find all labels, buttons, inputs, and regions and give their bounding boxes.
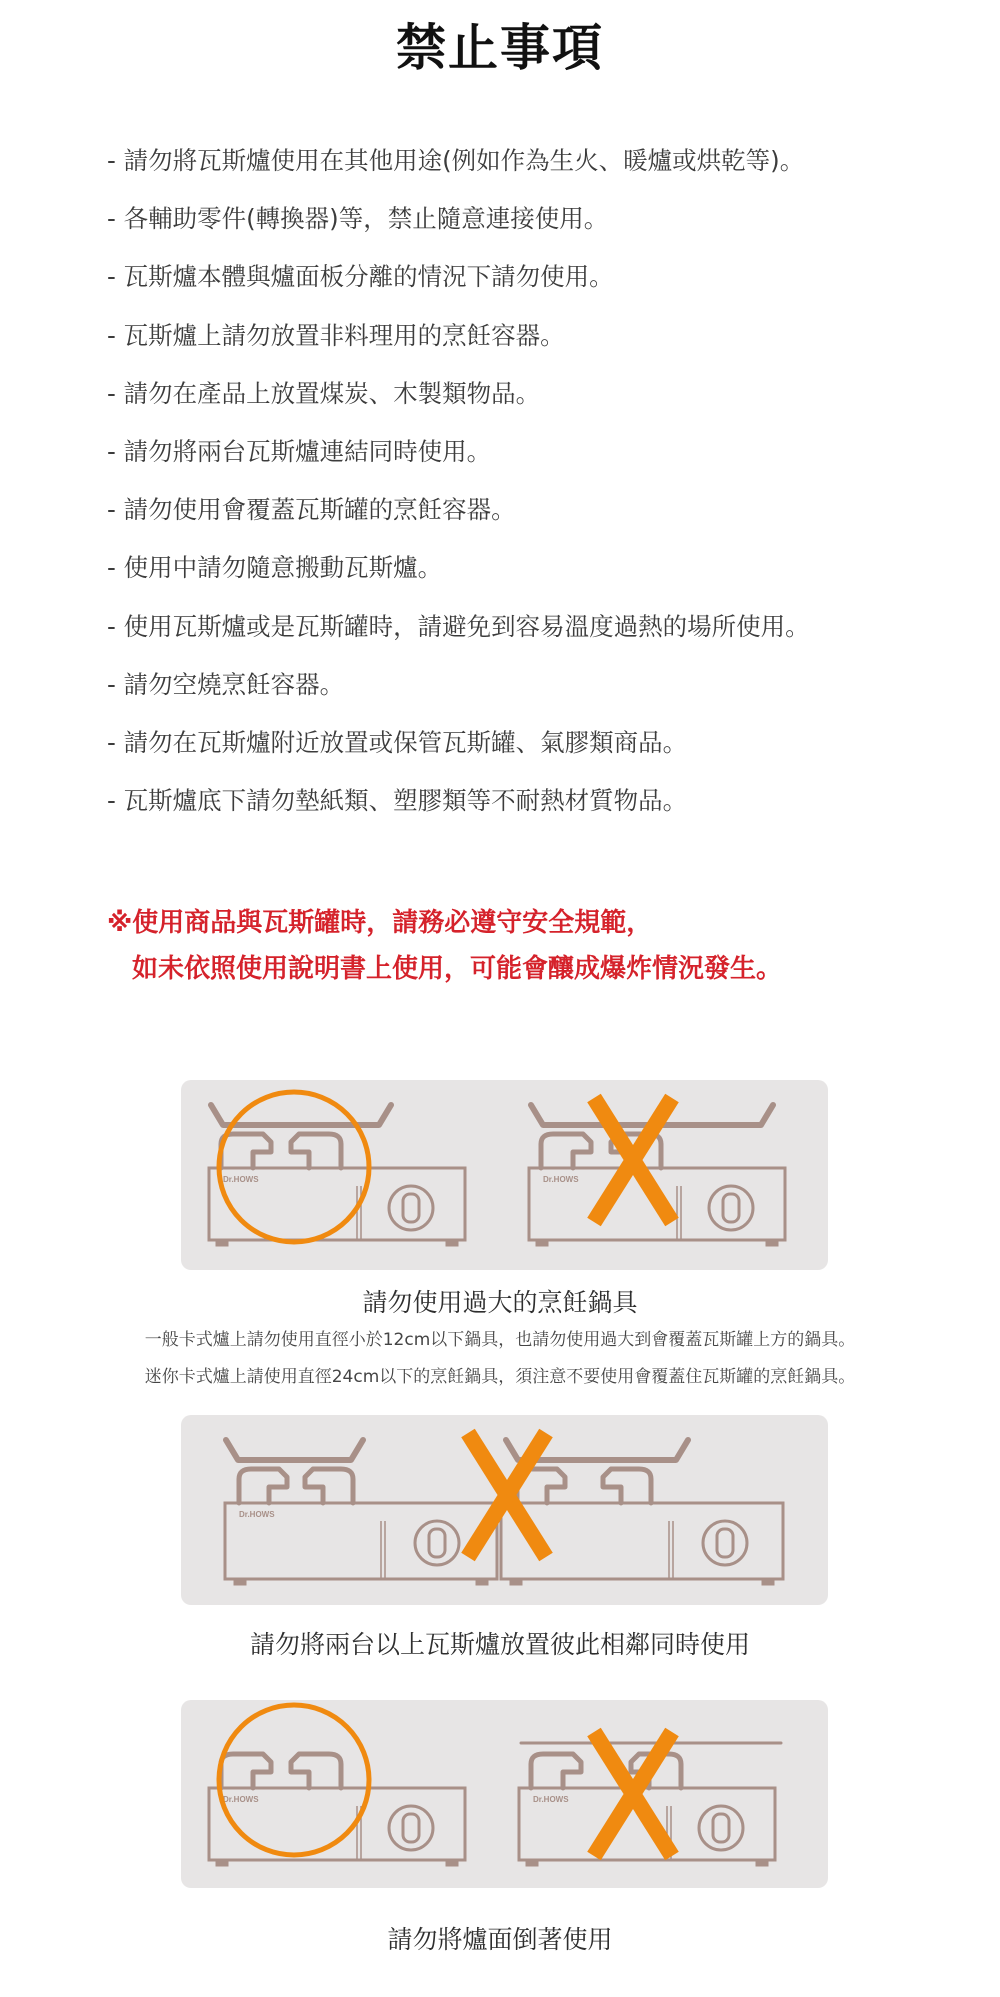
figure-adjacent-stoves (181, 1415, 828, 1605)
figure-note: 迷你卡式爐上請使用直徑24cm以下的烹飪鍋具，須注意不要使用會覆蓋住瓦斯罐的烹飪鍋具。 (144, 1367, 856, 1387)
figure-caption: 請勿使用過大的烹飪鍋具 (362, 1288, 638, 1317)
list-item: - 請勿空燒烹飪容器。 (107, 669, 345, 699)
brand-label: Dr.HOWS (239, 1510, 275, 1519)
list-item: - 請勿使用會覆蓋瓦斯罐的烹飪容器。 (107, 495, 516, 525)
list-item: - 請勿將兩台瓦斯爐連結同時使用。 (107, 436, 492, 466)
prohibition-list (107, 141, 967, 839)
list-item: - 瓦斯爐底下請勿墊紙類、塑膠類等不耐熱材質物品。 (107, 786, 688, 816)
safety-warning (107, 900, 967, 992)
list-item: - 瓦斯爐本體與爐面板分離的情況下請勿使用。 (107, 262, 614, 292)
brand-label: Dr.HOWS (533, 1795, 569, 1804)
list-item: - 請勿將瓦斯爐使用在其他用途(例如作為生火、暖爐或烘乾等)。 (107, 146, 805, 175)
page-title: 禁止事項 (396, 19, 604, 77)
figure-oversized-cookware (181, 1080, 828, 1270)
stove-illustration (181, 1080, 828, 1270)
circle-mark-icon (219, 1705, 369, 1855)
list-item: - 使用瓦斯爐或是瓦斯罐時，請避免到容易溫度過熱的場所使用。 (107, 611, 810, 641)
x-mark-icon (594, 1732, 672, 1856)
brand-label: Dr.HOWS (223, 1175, 259, 1184)
stove-illustration (181, 1415, 828, 1605)
figure-caption: 請勿將爐面倒著使用 (387, 1925, 613, 1954)
brand-label: Dr.HOWS (223, 1795, 259, 1804)
list-item: - 請勿在產品上放置煤炭、木製類物品。 (107, 378, 541, 408)
stove-illustration (181, 1700, 828, 1888)
brand-label: Dr.HOWS (543, 1175, 579, 1184)
figure-note: 一般卡式爐上請勿使用直徑小於12cm以下鍋具，也請勿使用過大到會覆蓋瓦斯罐上方的鍋具。 (144, 1330, 856, 1350)
list-item: - 各輔助零件(轉換器)等，禁止隨意連接使用。 (107, 204, 609, 234)
figure-caption: 請勿將兩台以上瓦斯爐放置彼此相鄰同時使用 (249, 1630, 750, 1659)
stove-left (221, 1754, 341, 1788)
x-mark-icon (468, 1433, 546, 1557)
figure-upside-down-cover (181, 1700, 828, 1888)
list-item: - 瓦斯爐上請勿放置非料理用的烹飪容器。 (107, 320, 565, 350)
warning-line-1: ※使用商品與瓦斯罐時，請務必遵守安全規範， (107, 908, 653, 938)
list-item: - 請勿在瓦斯爐附近放置或保管瓦斯罐、氣膠類商品。 (107, 727, 688, 757)
stove-left (226, 1440, 363, 1503)
warning-line-2: 如未依照使用說明書上使用，可能會釀成爆炸情況發生。 (132, 954, 783, 984)
list-item: - 使用中請勿隨意搬動瓦斯爐。 (107, 553, 443, 583)
